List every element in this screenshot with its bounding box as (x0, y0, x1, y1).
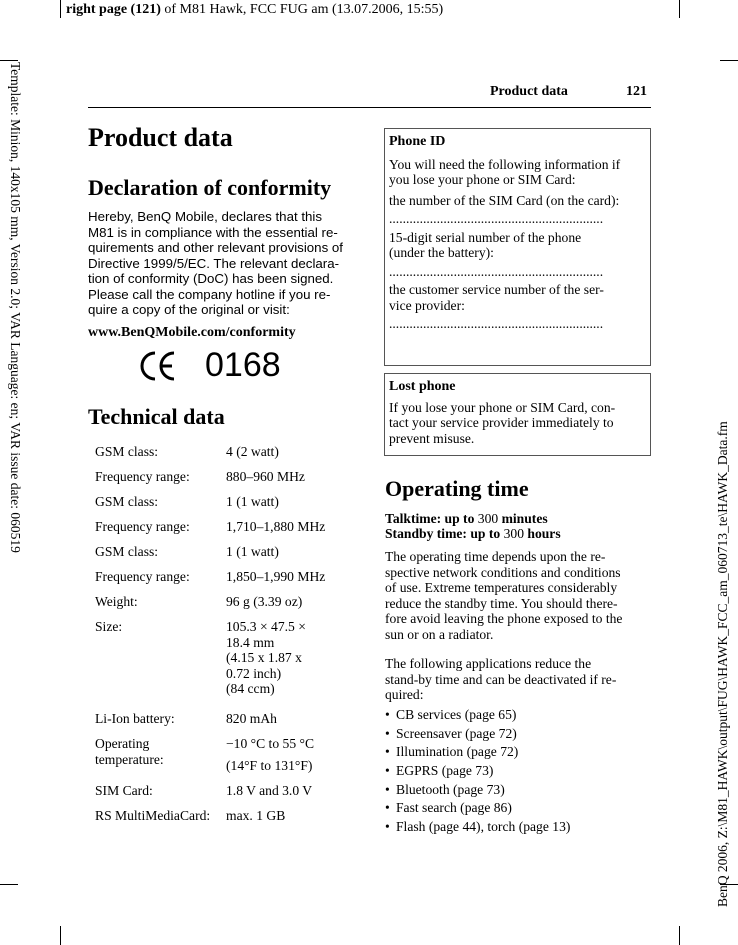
crop-mark (0, 60, 18, 61)
phone-id-box (384, 128, 651, 366)
crop-mark (60, 926, 61, 945)
declaration-line: M81 is in compliance with the essential re- (88, 224, 338, 240)
talktime-unit: minutes (498, 511, 548, 526)
paragraph-line: of use. Extreme temperatures considerably (385, 580, 618, 595)
row-label: Size: (95, 619, 123, 634)
crop-mark (60, 0, 61, 18)
row-label: GSM class: (95, 494, 159, 509)
page-title: Product data (88, 123, 233, 152)
declaration-line: tion of conformity (DoC) has been signed. (88, 271, 334, 286)
list-item-text: Screensaver (page 72) (396, 726, 517, 741)
crop-mark (0, 884, 18, 885)
running-header-title: Product data (490, 84, 568, 99)
serial-blank: ............................................................... (389, 263, 604, 279)
sim-number-blank: ............................................................... (389, 211, 604, 226)
row-label: Frequency range: (95, 519, 190, 534)
print-header (66, 2, 443, 18)
paragraph-line: stand-by time and can be deactivated if re- (385, 671, 617, 687)
size-line: 0.72 inch) (226, 665, 282, 681)
row-value: max. 1 GB (226, 808, 286, 823)
row-label: Frequency range: (95, 469, 190, 484)
operating-heading: Operating time (385, 476, 529, 501)
phone-id-title: Phone ID (389, 134, 446, 149)
row-label: GSM class: (95, 444, 159, 459)
row-value: 1,850–1,990 MHz (226, 569, 326, 584)
sim-number-prompt: the number of the SIM Card (on the card): (389, 192, 620, 208)
file-path: BenQ 2006, Z:\M81_HAWK\output\FUG\HAWK_FCC_am_060713_te\HAWK_Data.fm (715, 421, 730, 907)
paragraph-line: fore avoid leaving the phone exposed to the (385, 611, 623, 626)
value-line: (14°F to 131°F) (226, 757, 313, 773)
intro-line: you lose your phone or SIM Card: (389, 172, 576, 187)
size-line: 18.4 mm (226, 634, 275, 650)
size-line: 105.3 × 47.5 × (226, 619, 306, 634)
row-label: RS MultiMediaCard: (95, 808, 211, 823)
intro-line: You will need the following information if (389, 156, 621, 172)
declaration-line: Hereby, BenQ Mobile, declares that this (88, 209, 323, 224)
lost-phone-line: If you lose your phone or SIM Card, con- (389, 399, 616, 415)
size-line: (4.15 x 1.87 x (226, 650, 302, 665)
declaration-line: quire a copy of the original or visit: (88, 302, 290, 317)
template-info: Template: Minion, 140x105 mm, Version 2.0; VAR Language: en; VAR issue date: 060519 (8, 62, 23, 553)
list-item-text: Fast search (page 86) (396, 800, 512, 815)
page-number: 121 (626, 84, 647, 99)
row-label: Li-Ion battery: (95, 711, 175, 726)
list-item-text: Flash (page 44), torch (page 13) (396, 819, 571, 834)
row-value: 1,710–1,880 MHz (226, 519, 326, 534)
standby-time (385, 526, 561, 542)
serial-prompt (389, 230, 646, 261)
size-line: (84 ccm) (226, 681, 275, 696)
list-item-text: EGPRS (page 73) (396, 763, 494, 778)
list-item-text: CB services (page 65) (396, 707, 517, 722)
list-item-text: Bluetooth (page 73) (396, 782, 505, 797)
row-value: 96 g (3.39 oz) (226, 594, 303, 609)
ce-mark-icon (138, 350, 178, 382)
row-value: 1.8 V and 3.0 V (226, 783, 313, 798)
header-rule (88, 107, 651, 108)
row-value: 4 (2 watt) (226, 444, 279, 459)
crop-mark (679, 0, 680, 18)
row-value (226, 619, 306, 697)
talktime-value: 300 (477, 511, 499, 526)
paragraph-line: The operating time depends upon the re- (385, 549, 606, 564)
label-line: temperature: (95, 751, 164, 767)
declaration-line: quirements and other relevant provisions of (88, 240, 343, 255)
lost-phone-line: prevent misuse. (389, 430, 475, 446)
lost-phone-box (384, 373, 651, 456)
lost-phone-line: tact your service provider immediately to (389, 415, 614, 430)
standby-unit: hours (523, 526, 561, 541)
declaration-heading: Declaration of conformity (88, 175, 332, 200)
paragraph-line: The following applications reduce the (385, 656, 592, 671)
row-value (226, 736, 314, 773)
declaration-line: Please call the company hotline if you re- (88, 286, 331, 302)
provider-line: vice provider: (389, 297, 465, 313)
paragraph-line: quired: (385, 687, 424, 702)
provider-prompt (389, 282, 646, 313)
serial-line: (under the battery): (389, 245, 494, 260)
paragraph-line: spective network conditions and conditions (385, 564, 621, 580)
provider-blank: ............................................................... (389, 316, 604, 331)
technical-heading: Technical data (88, 404, 225, 429)
serial-line: 15-digit serial number of the phone (389, 229, 582, 245)
row-label: GSM class: (95, 544, 159, 559)
row-value: 1 (1 watt) (226, 494, 279, 509)
value-line: −10 °C to 55 °C (226, 736, 315, 751)
row-label (95, 736, 164, 767)
talktime (385, 511, 548, 527)
row-label: Frequency range: (95, 569, 190, 584)
standby-label: Standby time: up to (385, 526, 504, 541)
phone-id-intro (389, 157, 646, 188)
paragraph-line: reduce the standby time. You should there- (385, 595, 618, 611)
print-header-rest: of M81 Hawk, FCC FUG am (13.07.2006, 15:55) (160, 2, 444, 17)
paragraph-line: sun or on a radiator. (385, 626, 494, 642)
row-label: Weight: (95, 594, 138, 609)
declaration-line: Directive 1999/5/EC. The relevant declara- (88, 255, 340, 271)
declaration-text (88, 209, 343, 318)
row-value: 820 mAh (226, 711, 277, 726)
lost-phone-text (389, 400, 646, 447)
ce-notified-body-number: 0168 (205, 346, 281, 384)
standby-value: 300 (503, 526, 524, 541)
talktime-label: Talktime: up to (385, 511, 478, 526)
row-value: 880–960 MHz (226, 469, 305, 484)
crop-mark (679, 926, 680, 945)
provider-line: the customer service number of the ser- (389, 282, 604, 297)
crop-mark (720, 60, 738, 61)
lost-phone-title: Lost phone (389, 379, 456, 394)
row-value: 1 (1 watt) (226, 544, 279, 559)
label-line: Operating (95, 736, 150, 751)
conformity-url[interactable]: www.BenQMobile.com/conformity (88, 325, 296, 340)
print-header-bold: right page (121) (66, 2, 161, 17)
list-item-text: Illumination (page 72) (396, 744, 519, 759)
row-label: SIM Card: (95, 783, 153, 798)
operating-paragraph (385, 549, 622, 642)
applications-intro (385, 656, 616, 703)
